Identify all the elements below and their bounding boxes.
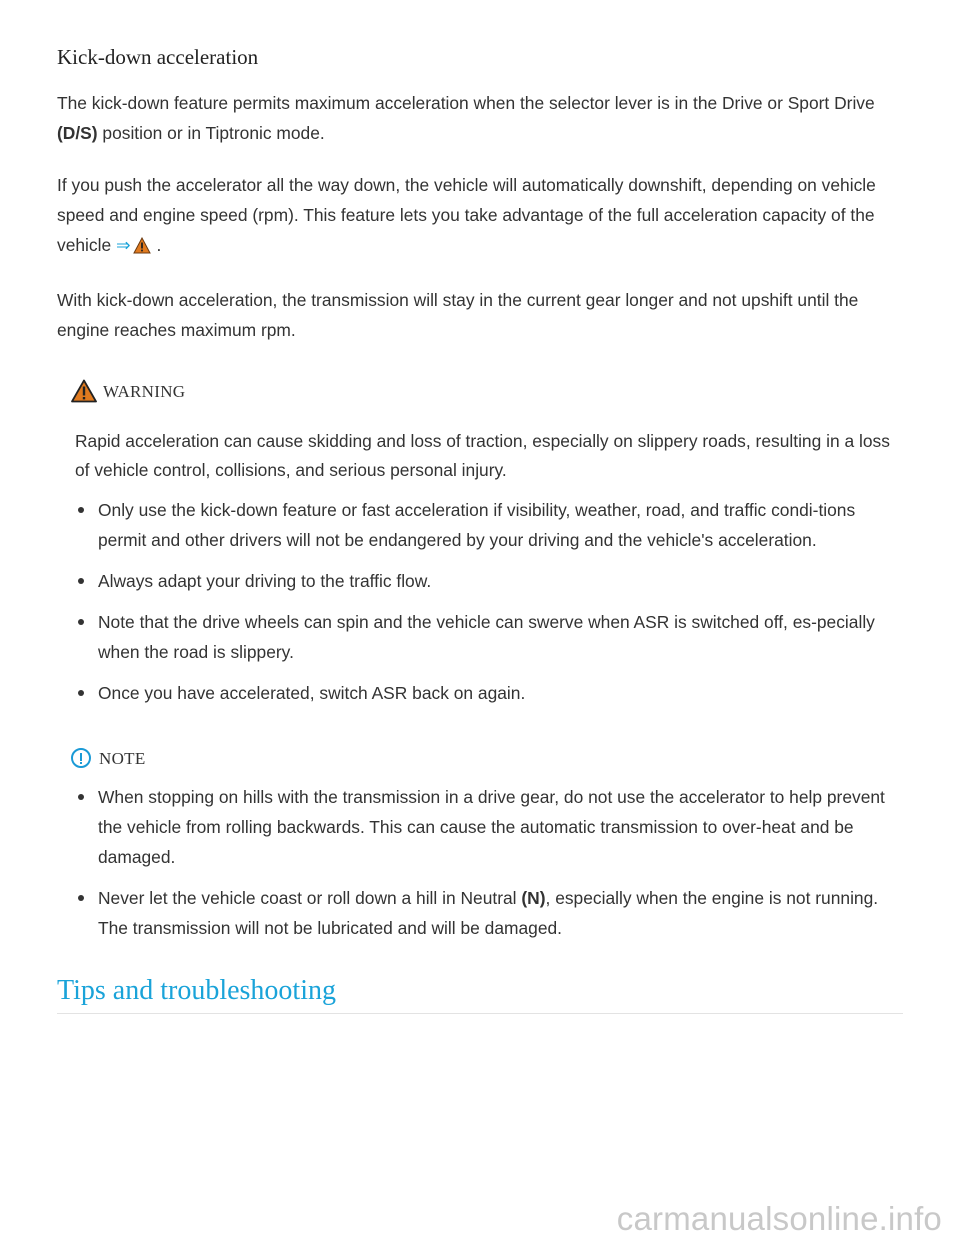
warning-box bbox=[71, 377, 903, 708]
list-item bbox=[75, 678, 903, 708]
list-item-text: Only use the kick-down feature or fast acceleration if visibility, weather, road, and traffic condi-tions permit and other drivers will not be endangered by your driving and the vehicle's acceleration. bbox=[98, 500, 856, 550]
xref-arrow: ⇒ bbox=[115, 235, 131, 255]
bullet-icon bbox=[78, 578, 84, 584]
list-item bbox=[75, 566, 903, 596]
list-item-text: When stopping on hills with the transmission in a drive gear, do not use the accelerator to help prevent the vehicle from rolling backwards. This can cause the automatic transmission to over-heat and be damaged. bbox=[98, 787, 885, 867]
warning-cross-reference[interactable] bbox=[116, 235, 157, 255]
bullet-icon bbox=[78, 794, 84, 800]
warning-text: Rapid acceleration can cause skidding and loss of traction, especially on slippery roads, resulting in a loss of vehicle control, collisions, and serious personal injury. bbox=[75, 431, 890, 480]
list-item bbox=[75, 495, 903, 555]
section-title: Kick-down acceleration bbox=[57, 45, 259, 69]
note-title: NOTE bbox=[99, 749, 146, 768]
list-item bbox=[75, 883, 903, 943]
warning-title: WARNING bbox=[103, 382, 186, 401]
tips-section-heading[interactable]: Tips and troubleshooting bbox=[57, 973, 903, 1014]
list-item-text: Note that the drive wheels can spin and the vehicle can swerve when ASR is switched off, es-pecially when the road is slippery. bbox=[98, 612, 875, 662]
manual-page bbox=[57, 42, 903, 1014]
gear-hold-paragraph: With kick-down acceleration, the transmission will stay in the current gear longer and not upshift until the engine reaches maximum rpm. bbox=[57, 290, 859, 340]
note-list bbox=[75, 782, 903, 943]
list-item bbox=[75, 782, 903, 872]
list-item-text: Never let the vehicle coast or roll down a hill in Neutral bbox=[98, 888, 522, 908]
warning-list bbox=[75, 495, 903, 708]
downshift-paragraph bbox=[57, 170, 903, 263]
bullet-icon bbox=[78, 895, 84, 901]
warning-triangle-icon bbox=[71, 379, 97, 414]
neutral-position-label: (N) bbox=[521, 888, 546, 908]
downshift-text: If you push the accelerator all the way down, the vehicle will automatically downshift, depending on vehicle speed and engine speed (rpm). This feature lets you take advantage of the full acceleration capacity of the vehicle bbox=[57, 175, 876, 255]
bullet-icon bbox=[78, 619, 84, 625]
intro-text-end: position or in Tiptronic mode. bbox=[97, 123, 325, 143]
watermark: carmanualsonline.info bbox=[616, 1200, 942, 1237]
downshift-text-end: . bbox=[156, 235, 162, 255]
intro-text: The kick-down feature permits maximum acceleration when the selector lever is in the Drive or Sport Drive bbox=[57, 93, 875, 113]
note-box bbox=[71, 744, 903, 943]
warning-header bbox=[71, 377, 903, 407]
drive-position-label: (D/S) bbox=[57, 123, 98, 143]
list-item bbox=[75, 607, 903, 667]
intro-paragraph bbox=[57, 88, 903, 148]
list-item-text-end: , especially when the engine is not running. The transmission will not be lubricated and will be damaged. bbox=[98, 888, 879, 938]
bullet-icon bbox=[78, 507, 84, 513]
warning-triangle-icon bbox=[133, 233, 151, 263]
list-item-text: Always adapt your driving to the traffic flow. bbox=[98, 571, 432, 591]
bullet-icon bbox=[78, 690, 84, 696]
list-item-text: Once you have accelerated, switch ASR back on again. bbox=[98, 683, 526, 703]
note-header bbox=[71, 744, 903, 774]
note-exclamation-icon bbox=[71, 748, 91, 768]
